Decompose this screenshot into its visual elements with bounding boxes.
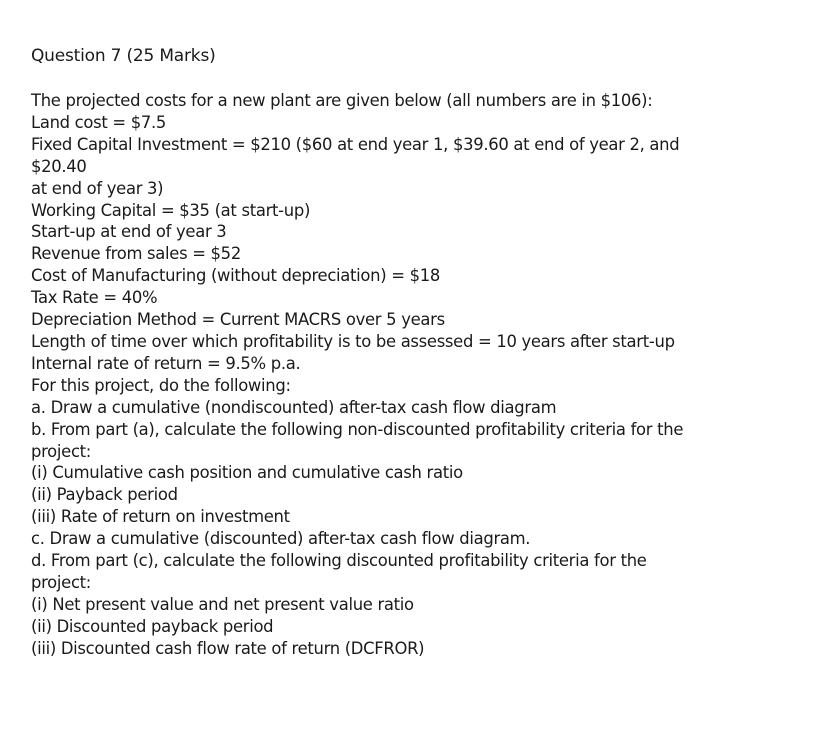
text-line: Depreciation Method = Current MACRS over 5 years <box>31 310 445 330</box>
text-line: Start-up at end of year 3 <box>31 222 227 242</box>
text-line: Land cost = $7.5 <box>31 112 167 132</box>
list-item: project: <box>31 441 92 461</box>
text-line: Revenue from sales = $52 <box>31 244 241 264</box>
list-item: a. Draw a cumulative (nondiscounted) after-tax cash flow diagram <box>31 397 557 417</box>
list-item: c. Draw a cumulative (discounted) after-tax cash flow diagram. <box>31 529 531 549</box>
list-item: d. From part (c), calculate the following discounted profitability criteria for the <box>31 551 647 571</box>
question-body <box>31 90 791 660</box>
text-line: $20.40 <box>31 156 87 176</box>
list-item: (iii) Discounted cash flow rate of return (DCFROR) <box>31 638 425 658</box>
list-item: (i) Net present value and net present value ratio <box>31 594 414 614</box>
text-line: Fixed Capital Investment = $210 ($60 at end year 1, $39.60 at end of year 2, and <box>31 134 680 154</box>
question-document <box>31 44 791 660</box>
text-line: at end of year 3) <box>31 178 164 198</box>
question-heading: Question 7 (25 Marks) <box>31 46 216 66</box>
list-item: (i) Cumulative cash position and cumulative cash ratio <box>31 463 463 483</box>
list-item: b. From part (a), calculate the following non-discounted profitability criteria for the <box>31 419 684 439</box>
list-item: (iii) Rate of return on investment <box>31 507 290 527</box>
list-item: (ii) Payback period <box>31 485 178 505</box>
text-line: Tax Rate = 40% <box>31 288 158 308</box>
text-line: Internal rate of return = 9.5% p.a. <box>31 353 301 373</box>
text-line: Length of time over which profitability is to be assessed = 10 years after start-up <box>31 331 675 351</box>
text-line: For this project, do the following: <box>31 375 291 395</box>
text-line: The projected costs for a new plant are given below (all numbers are in $106): <box>31 91 653 110</box>
list-item: project: <box>31 572 92 592</box>
text-line: Working Capital = $35 (at start-up) <box>31 200 311 220</box>
text-line: Cost of Manufacturing (without depreciation) = $18 <box>31 266 440 286</box>
list-item: (ii) Discounted payback period <box>31 616 274 636</box>
